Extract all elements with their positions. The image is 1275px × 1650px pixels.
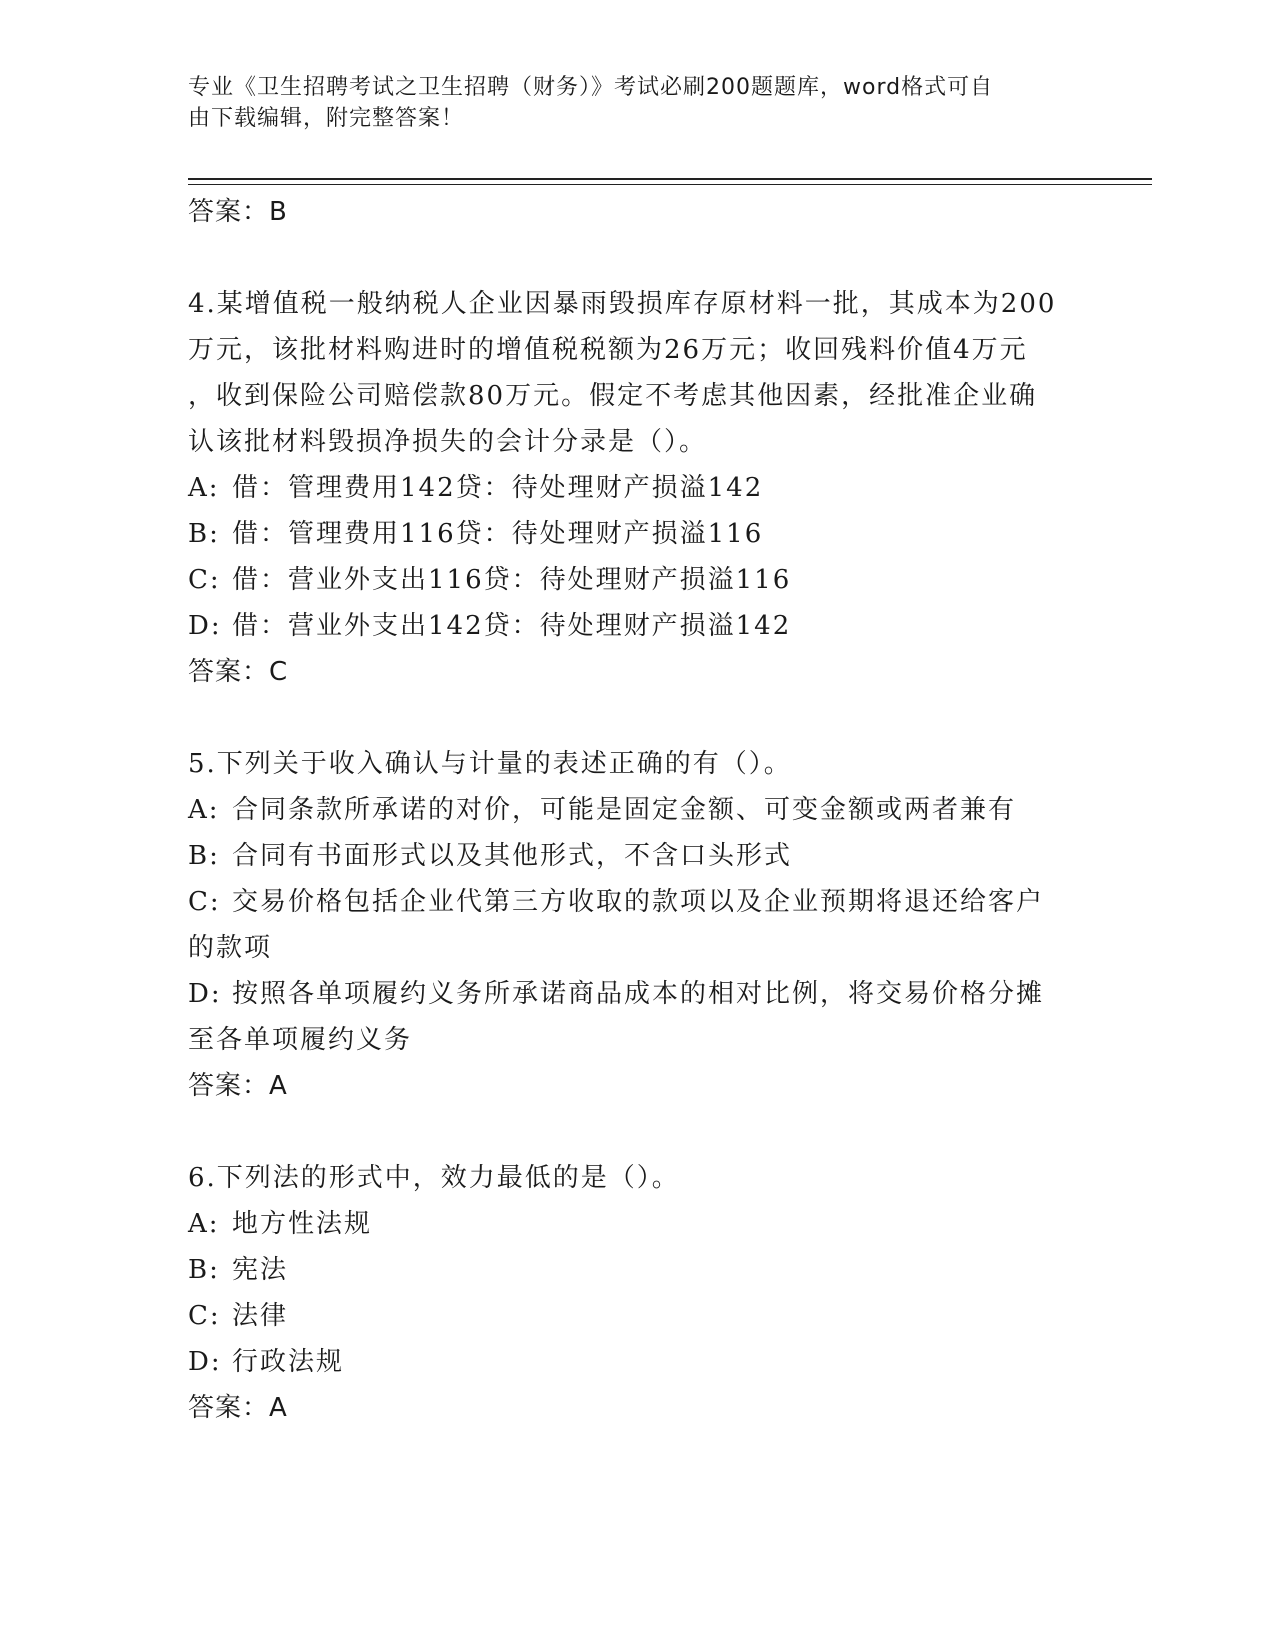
option-text: 交易价格包括企业代第三方收取的款项以及企业预期将退还给客户: [232, 887, 1045, 917]
option-text: 合同条款所承诺的对价，可能是固定金额、可变金额或两者兼有: [232, 795, 1017, 825]
option-text: 地方性法规: [232, 1209, 373, 1239]
option-line: [188, 1247, 1088, 1293]
option-letter: A:: [188, 473, 220, 503]
option-text: 借：管理费用116贷：待处理财产损溢116: [232, 519, 764, 549]
page-header: [188, 72, 1068, 134]
answer-line: 答案：A: [188, 1071, 288, 1101]
option-line: [188, 879, 1088, 925]
option-line: [188, 833, 1088, 879]
answer-line: 答案：C: [188, 657, 289, 687]
option-letter: C:: [188, 887, 221, 917]
header-rule-thin: [188, 184, 1152, 185]
header-line-2: 由下载编辑，附完整答案！: [188, 106, 465, 131]
option-text: 法律: [232, 1301, 289, 1331]
option-text: 借：营业外支出116贷：待处理财产损溢116: [232, 565, 792, 595]
option-text: 按照各单项履约义务所承诺商品成本的相对比例，将交易价格分摊: [232, 979, 1045, 1009]
question-stem-line: 认该批材料毁损净损失的会计分录是（）。: [188, 427, 708, 457]
option-line: [188, 925, 1088, 971]
option-letter: B:: [188, 519, 220, 549]
option-line: [188, 787, 1088, 833]
option-text: 至各单项履约义务: [188, 1025, 413, 1055]
option-text: 的款项: [188, 933, 273, 963]
question-stem-line: 万元，该批材料购进时的增值税税额为26万元；收回残料价值4万元: [188, 335, 1028, 365]
header-rule-thick: [188, 178, 1152, 180]
option-letter: B:: [188, 841, 220, 871]
option-text: 借：营业外支出142贷：待处理财产损溢142: [232, 611, 792, 641]
option-text: 宪法: [232, 1255, 289, 1285]
option-line: [188, 1339, 1088, 1385]
question-stem-line: ，收到保险公司赔偿款80万元。假定不考虑其他因素，经批准企业确: [188, 381, 1038, 411]
option-text: 行政法规: [232, 1347, 345, 1377]
option-line: [188, 1293, 1088, 1339]
option-line: [188, 603, 1088, 649]
option-line: [188, 557, 1088, 603]
option-line: [188, 1017, 1088, 1063]
option-line: [188, 511, 1088, 557]
option-letter: D:: [188, 1347, 222, 1377]
header-line-1: 专业《卫生招聘考试之卫生招聘（财务）》考试必刷200题题库，word格式可自: [188, 75, 994, 100]
option-line: [188, 465, 1088, 511]
question-block: [188, 1155, 1088, 1431]
option-text: 借：管理费用142贷：待处理财产损溢142: [232, 473, 764, 503]
question-stem-line: 6.下列法的形式中，效力最低的是（）。: [188, 1163, 680, 1193]
option-text: 合同有书面形式以及其他形式，不含口头形式: [232, 841, 793, 871]
option-line: [188, 1201, 1088, 1247]
option-letter: C:: [188, 1301, 221, 1331]
option-letter: D:: [188, 979, 222, 1009]
option-letter: C:: [188, 565, 221, 595]
option-line: [188, 971, 1088, 1017]
previous-answer: 答案：B: [188, 197, 288, 227]
option-letter: A:: [188, 795, 220, 825]
question-stem-line: 5.下列关于收入确认与计量的表述正确的有（）。: [188, 749, 792, 779]
option-letter: A:: [188, 1209, 220, 1239]
option-letter: D:: [188, 611, 222, 641]
answer-line: 答案：A: [188, 1393, 288, 1423]
question-block: [188, 281, 1088, 695]
question-block: [188, 741, 1088, 1109]
option-letter: B:: [188, 1255, 220, 1285]
question-list: [188, 189, 1088, 1431]
questions-container: [188, 281, 1088, 1431]
question-stem-line: 4.某增值税一般纳税人企业因暴雨毁损库存原材料一批，其成本为200: [188, 289, 1057, 319]
